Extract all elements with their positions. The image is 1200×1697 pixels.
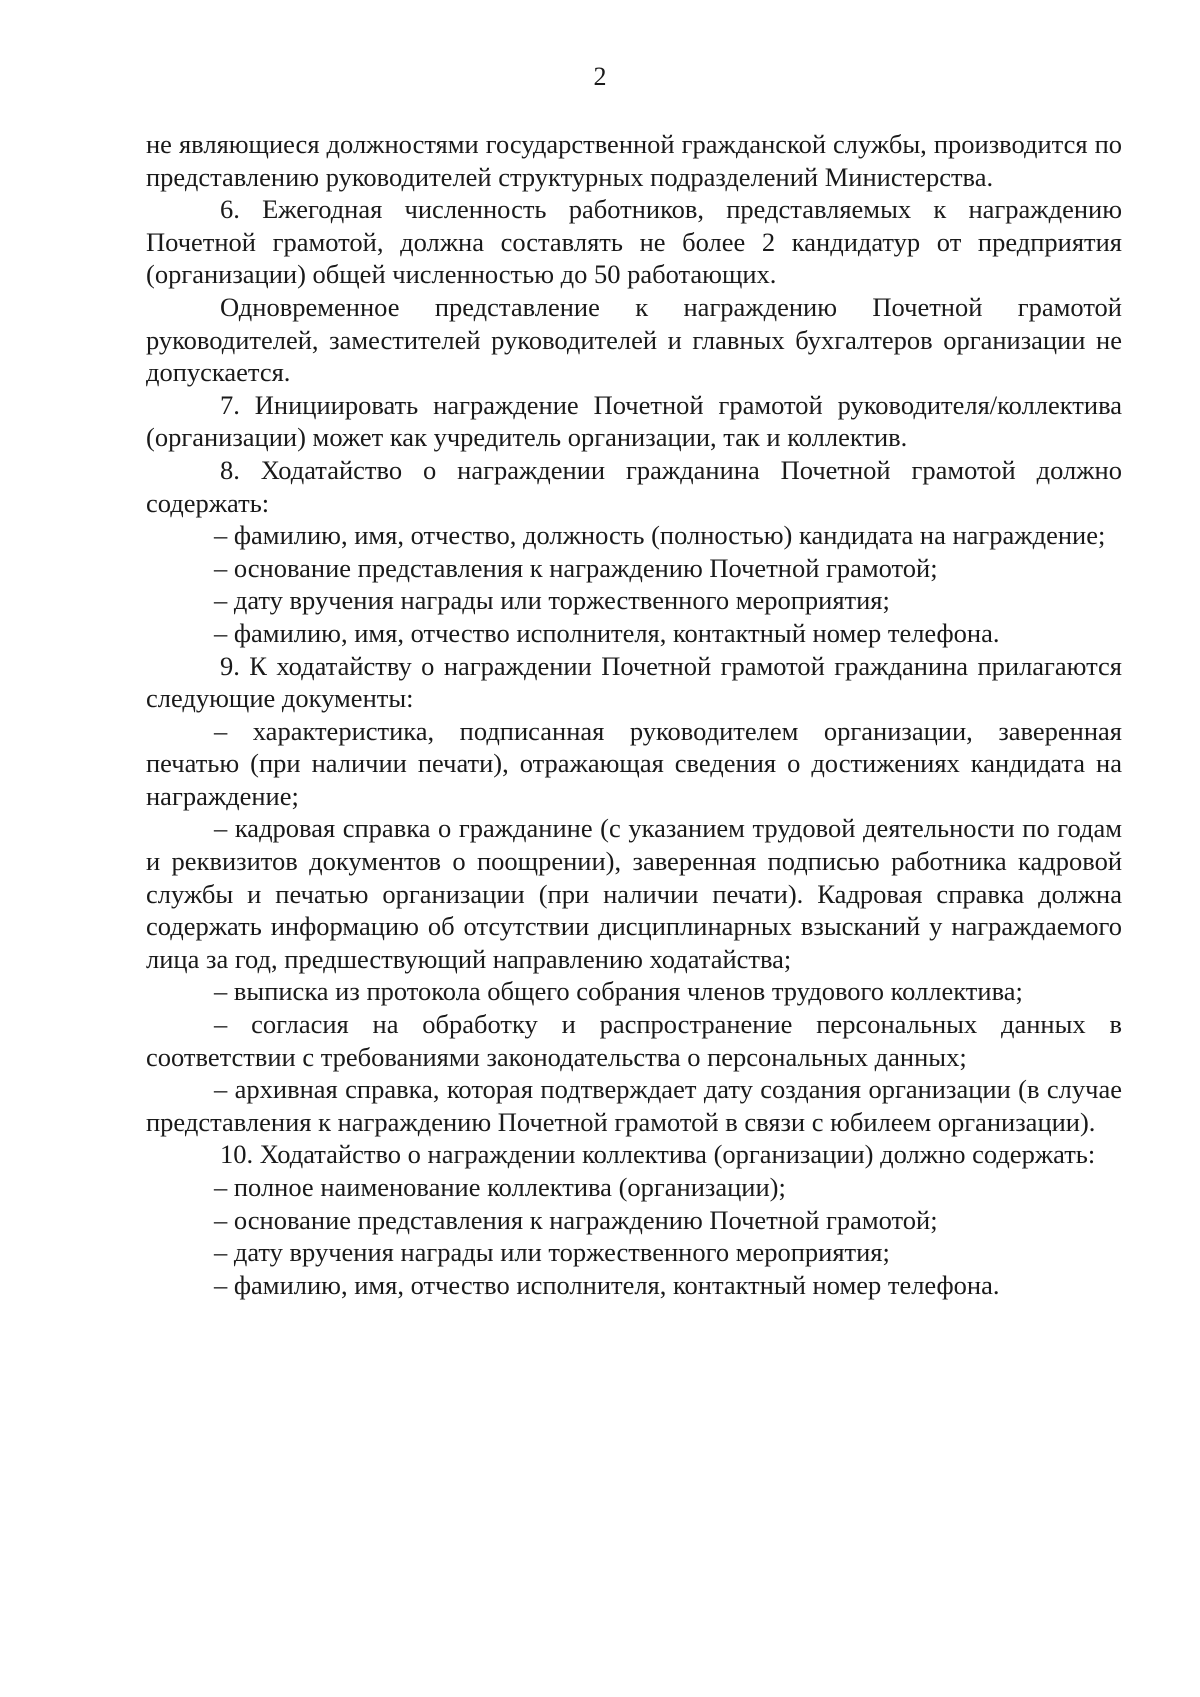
paragraph-clause-9: 9. К ходатайству о награждении Почетной грамотой гражданина прилагаются следующие документы: <box>146 650 1122 714</box>
document-body <box>146 128 1122 1301</box>
list-item-executor-contact-collective: – фамилию, имя, отчество исполнителя, контактный номер телефона. <box>214 1269 1000 1300</box>
paragraph-clause-10: 10. Ходатайство о награждении коллектива (организации) должно содержать: <box>220 1139 1096 1170</box>
paragraph-continuation: не являющиеся должностями государственной гражданской службы, производится по представлению руководителей структурных подразделений Министерства. <box>146 129 1122 192</box>
list-item-hr-certificate: – кадровая справка о гражданине (с указанием трудовой деятельности по годам и реквизитов документов о поощрении), заверенная подписью работника кадровой службы и печатью организации (при наличии печати). Кадровая справка должна содержать информацию об отсутствии дисциплинарных взысканий у награждаемого лица за год, предшествующий направлению ходатайства; <box>146 813 1122 974</box>
list-item-archive-certificate: – архивная справка, которая подтверждает дату создания организации (в случае представления к награждению Почетной грамотой в связи с юбилеем организации). <box>146 1074 1122 1137</box>
paragraph-clause-7: 7. Инициировать награждение Почетной грамотой руководителя/коллектива (организации) может как учредитель организации, так и коллектив. <box>146 389 1122 453</box>
paragraph-clause-8: 8. Ходатайство о награждении гражданина Почетной грамотой должно содержать: <box>146 454 1122 518</box>
list-item-basis-collective: – основание представления к награждению Почетной грамотой; <box>214 1204 938 1235</box>
paragraph-clause-6: 6. Ежегодная численность работников, представляемых к награждению Почетной грамотой, должна составлять не более 2 кандидатур от предприятия (организации) общей численностью до 50 работающих. <box>146 194 1122 290</box>
list-item-reference: – характеристика, подписанная руководителем организации, заверенная печатью (при наличии печати), отражающая сведения о достижениях кандидата на награждение; <box>146 715 1122 811</box>
list-item-award-date-collective: – дату вручения награды или торжественного мероприятия; <box>214 1237 890 1268</box>
page-number: 2 <box>593 62 607 91</box>
list-item-executor-contact: – фамилию, имя, отчество исполнителя, контактный номер телефона. <box>214 617 1000 648</box>
list-item-full-name: – фамилию, имя, отчество, должность (полностью) кандидата на награждение; <box>214 520 1106 551</box>
list-item-collective-name: – полное наименование коллектива (организации); <box>214 1172 786 1202</box>
list-item-meeting-extract: – выписка из протокола общего собрания членов трудового коллектива; <box>214 976 1023 1007</box>
paragraph-simultaneous-nomination: Одновременное представление к награждению Почетной грамотой руководителей, заместителей руководителей и главных бухгалтеров организации не допускается. <box>146 291 1122 388</box>
list-item-personal-data-consent: – согласия на обработку и распространение персональных данных в соответствии с требованиями законодательства о персональных данных; <box>146 1009 1122 1072</box>
list-item-basis: – основание представления к награждению Почетной грамотой; <box>214 552 938 583</box>
list-item-award-date: – дату вручения награды или торжественного мероприятия; <box>214 585 890 616</box>
